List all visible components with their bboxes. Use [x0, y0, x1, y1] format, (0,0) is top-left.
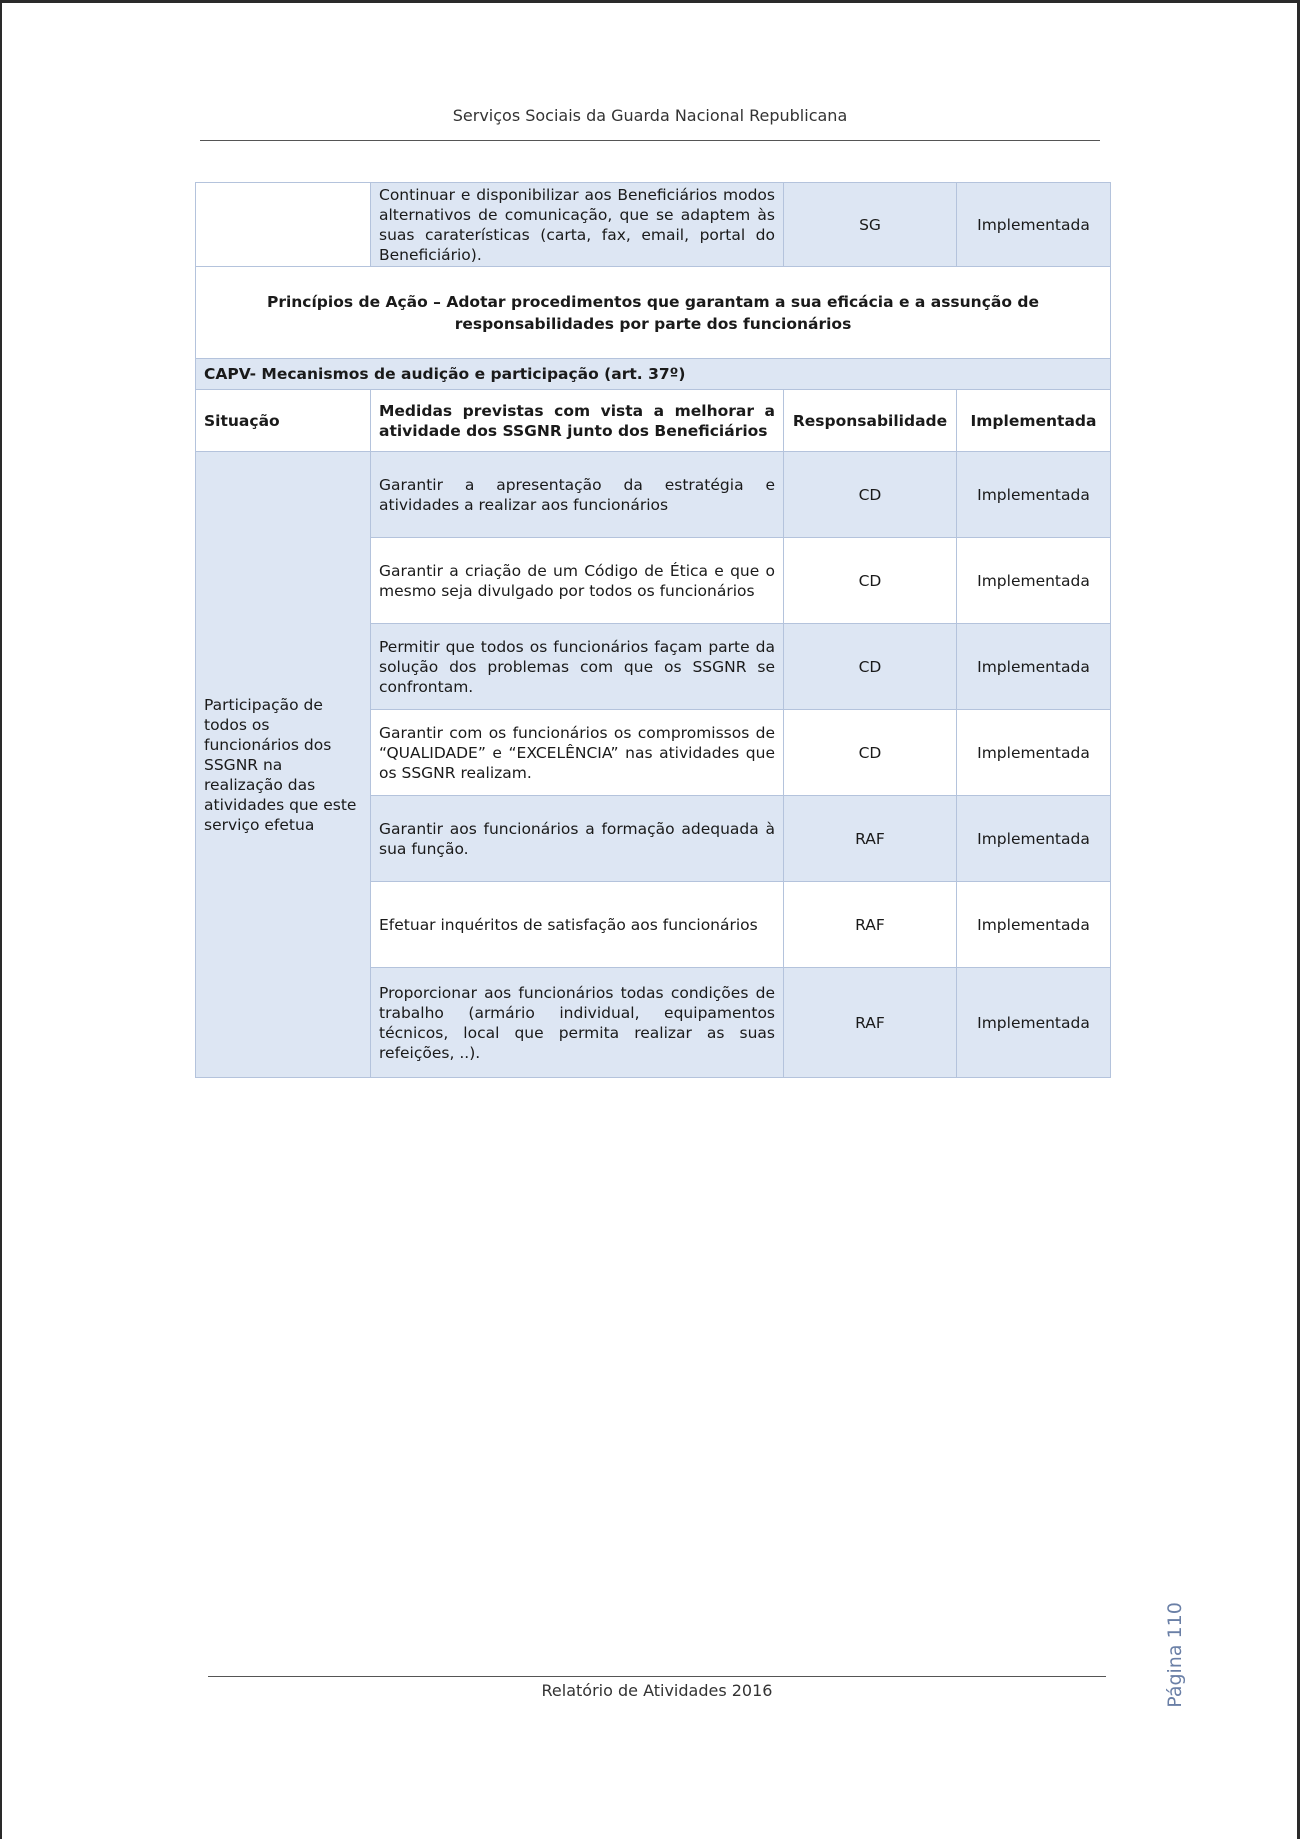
responsibility-cell: CD	[784, 624, 957, 710]
table-row	[196, 183, 1111, 267]
responsibility-cell: CD	[784, 710, 957, 796]
status-cell: Implementada	[957, 968, 1111, 1078]
responsibility-cell: CD	[784, 452, 957, 538]
status-cell: Implementada	[957, 796, 1111, 882]
header-divider	[200, 140, 1100, 141]
scan-border-left	[0, 0, 2, 1839]
status-cell: Implementada	[957, 882, 1111, 968]
responsibility-cell: RAF	[784, 882, 957, 968]
measure-cell: Permitir que todos os funcionários façam parte da solução dos problemas com que os SSGNR se confrontam.	[371, 624, 784, 710]
section-title-row	[196, 267, 1111, 359]
responsibility-cell: RAF	[784, 796, 957, 882]
status-cell: Implementada	[957, 710, 1111, 796]
measure-cell: Garantir aos funcionários a formação adequada à sua função.	[371, 796, 784, 882]
measure-cell: Efetuar inquéritos de satisfação aos funcionários	[371, 882, 784, 968]
situation-cell: Participação de todos os funcionários dos SSGNR na realização das atividades que este serviço efetua	[196, 452, 371, 1078]
column-header-situation: Situação	[196, 390, 371, 452]
measure-cell: Garantir a apresentação da estratégia e atividades a realizar aos funcionários	[371, 452, 784, 538]
status-cell: Implementada	[957, 624, 1111, 710]
page-number	[1155, 1602, 1195, 1708]
capv-title: CAPV- Mecanismos de audição e participação (art. 37º)	[196, 359, 1111, 390]
table-row	[196, 452, 1111, 538]
measure-cell: Proporcionar aos funcionários todas condições de trabalho (armário individual, equipamentos técnicos, local que permita realizar as suas refeições, ..).	[371, 968, 784, 1078]
measure-cell: Garantir a criação de um Código de Ética e que o mesmo seja divulgado por todos os funcionários	[371, 538, 784, 624]
responsibility-cell: SG	[784, 183, 957, 267]
column-header-measures: Medidas previstas com vista a melhorar a atividade dos SSGNR junto dos Beneficiários	[371, 390, 784, 452]
responsibility-cell: CD	[784, 538, 957, 624]
status-cell: Implementada	[957, 452, 1111, 538]
column-header-row	[196, 390, 1111, 452]
capv-row	[196, 359, 1111, 390]
measure-cell: Garantir com os funcionários os compromissos de “QUALIDADE” e “EXCELÊNCIA” nas atividades que os SSGNR realizam.	[371, 710, 784, 796]
page-header: Serviços Sociais da Guarda Nacional Republicana	[452, 106, 848, 125]
measure-cell: Continuar e disponibilizar aos Beneficiários modos alternativos de comunicação, que se adaptem às suas caraterísticas (carta, fax, email, portal do Beneficiário).	[371, 183, 784, 267]
column-header-responsibility: Responsabilidade	[784, 390, 957, 452]
actions-table	[195, 182, 1111, 1078]
status-cell: Implementada	[957, 538, 1111, 624]
status-cell: Implementada	[957, 183, 1111, 267]
footer-divider	[208, 1676, 1106, 1677]
column-header-implemented: Implementada	[957, 390, 1111, 452]
responsibility-cell: RAF	[784, 968, 957, 1078]
page-number-text: Página 110	[1164, 1602, 1186, 1708]
page-footer: Relatório de Atividades 2016	[541, 1681, 773, 1700]
scan-border-top	[0, 0, 1300, 3]
situation-cell-empty	[196, 183, 371, 267]
section-title: Princípios de Ação – Adotar procedimentos que garantam a sua eficácia e a assunção de responsabilidades por parte dos funcionários	[196, 267, 1111, 359]
